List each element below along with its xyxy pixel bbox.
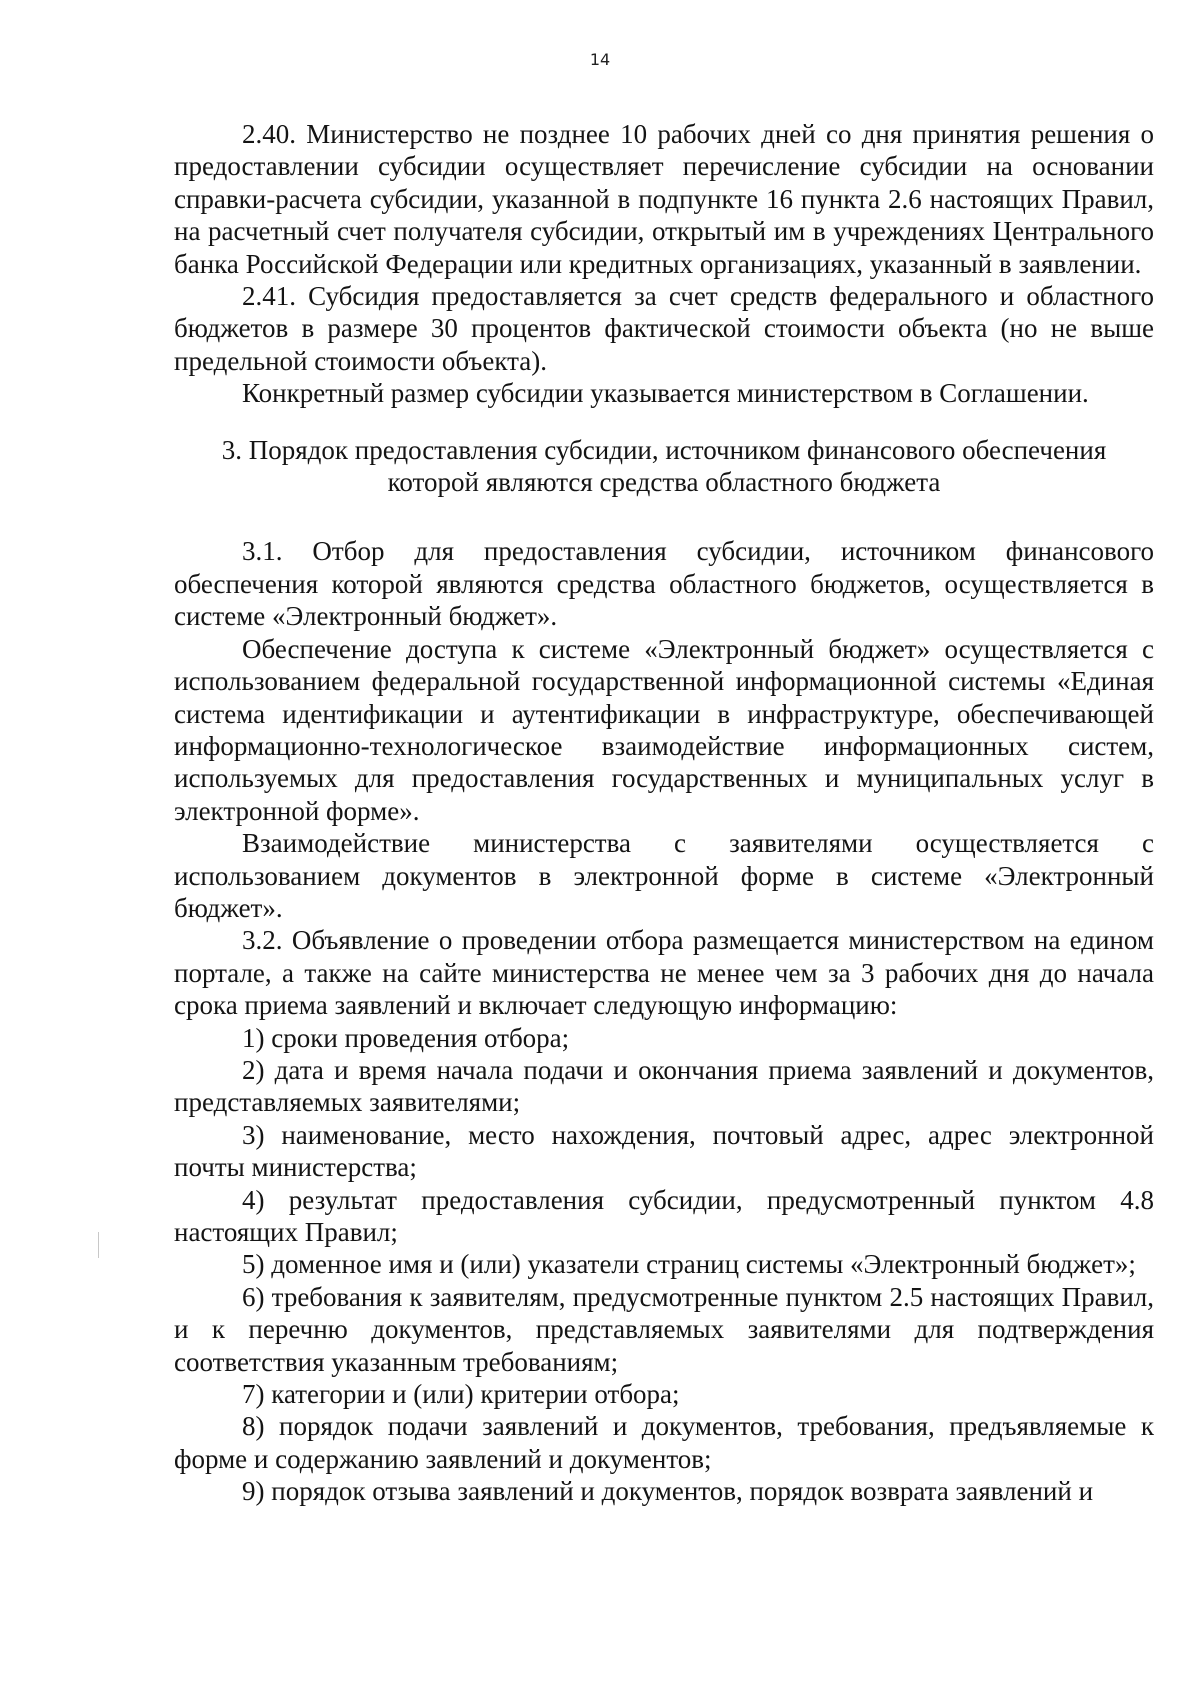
paragraph-interaction: Взаимодействие министерства с заявителями осуществляется с использованием документов в электронной форме в системе «Электронный бюджет».: [174, 828, 1154, 923]
paragraph-access: Обеспечение доступа к системе «Электронный бюджет» осуществляется с использованием федеральной государственной информационной системы «Единая система идентификации и аутентификации в инфраструктуре, обеспечивающей информационно-технологическое взаимодействие информационных систем, используемых для предоставления государственных и муниципальных услуг в электронной форме».: [174, 633, 1154, 826]
list-item-3: 3) наименование, место нахождения, почтовый адрес, адрес электронной почты министерства;: [174, 1119, 1154, 1183]
paragraph-3-2: 3.2. Объявление о проведении отбора размещается министерством на едином портале, а также на сайте министерства не менее чем за 3 рабочих дня до начала срока приема заявлений и включает следующую информацию:: [174, 925, 1154, 1021]
spacer: [174, 498, 1154, 535]
list-item-8: 8) порядок подачи заявлений и документов, требования, предъявляемые к форме и содержанию заявлений и документов;: [174, 1411, 1154, 1474]
paragraph-2-40: 2.40. Министерство не позднее 10 рабочих дней со дня принятия решения о предоставлении субсидии осуществляет перечисление субсидии на основании справки-расчета субсидии, указанной в подпункте 16 пункта 2.6 настоящих Правил, на расчетный счет получателя субсидии, открытый им в учреждениях Центрального банка Российской Федерации или кредитных организациях, указанный в заявлении.: [174, 119, 1154, 279]
spacer: [174, 410, 1154, 434]
paragraph-subsidy-amount: Конкретный размер субсидии указывается министерством в Соглашении.: [242, 378, 1089, 409]
list-item-1: 1) сроки проведения отбора;: [242, 1022, 570, 1053]
document-body: [174, 118, 1154, 1508]
page-number: 14: [589, 50, 611, 69]
list-item-9: 9) порядок отзыва заявлений и документов, порядок возврата заявлений и: [242, 1476, 1094, 1507]
paragraph-2-41: 2.41. Субсидия предоставляется за счет средств федерального и областного бюджетов в размере 30 процентов фактической стоимости объекта (но не выше предельной стоимости объекта).: [174, 281, 1154, 376]
paragraph-3-1: 3.1. Отбор для предоставления субсидии, источником финансового обеспечения которой являются средства областного бюджетов, осуществляется в системе «Электронный бюджет».: [174, 536, 1154, 632]
section-heading: 3. Порядок предоставления субсидии, источником финансового обеспечения которой являются средства областного бюджета: [221, 434, 1107, 498]
list-item-4: 4) результат предоставления субсидии, предусмотренный пунктом 4.8 настоящих Правил;: [174, 1184, 1154, 1247]
list-item-2: 2) дата и время начала подачи и окончания приема заявлений и документов, представляемых заявителями;: [174, 1054, 1154, 1118]
list-item-5: 5) доменное имя и (или) указатели страниц системы «Электронный бюджет»;: [242, 1249, 1136, 1280]
scan-artifact: [98, 1232, 99, 1258]
list-item-7: 7) категории и (или) критерии отбора;: [242, 1379, 680, 1410]
list-item-6: 6) требования к заявителям, предусмотренные пунктом 2.5 настоящих Правил, и к перечню документов, представляемых заявителями для подтверждения соответствия указанным требованиям;: [174, 1281, 1154, 1377]
